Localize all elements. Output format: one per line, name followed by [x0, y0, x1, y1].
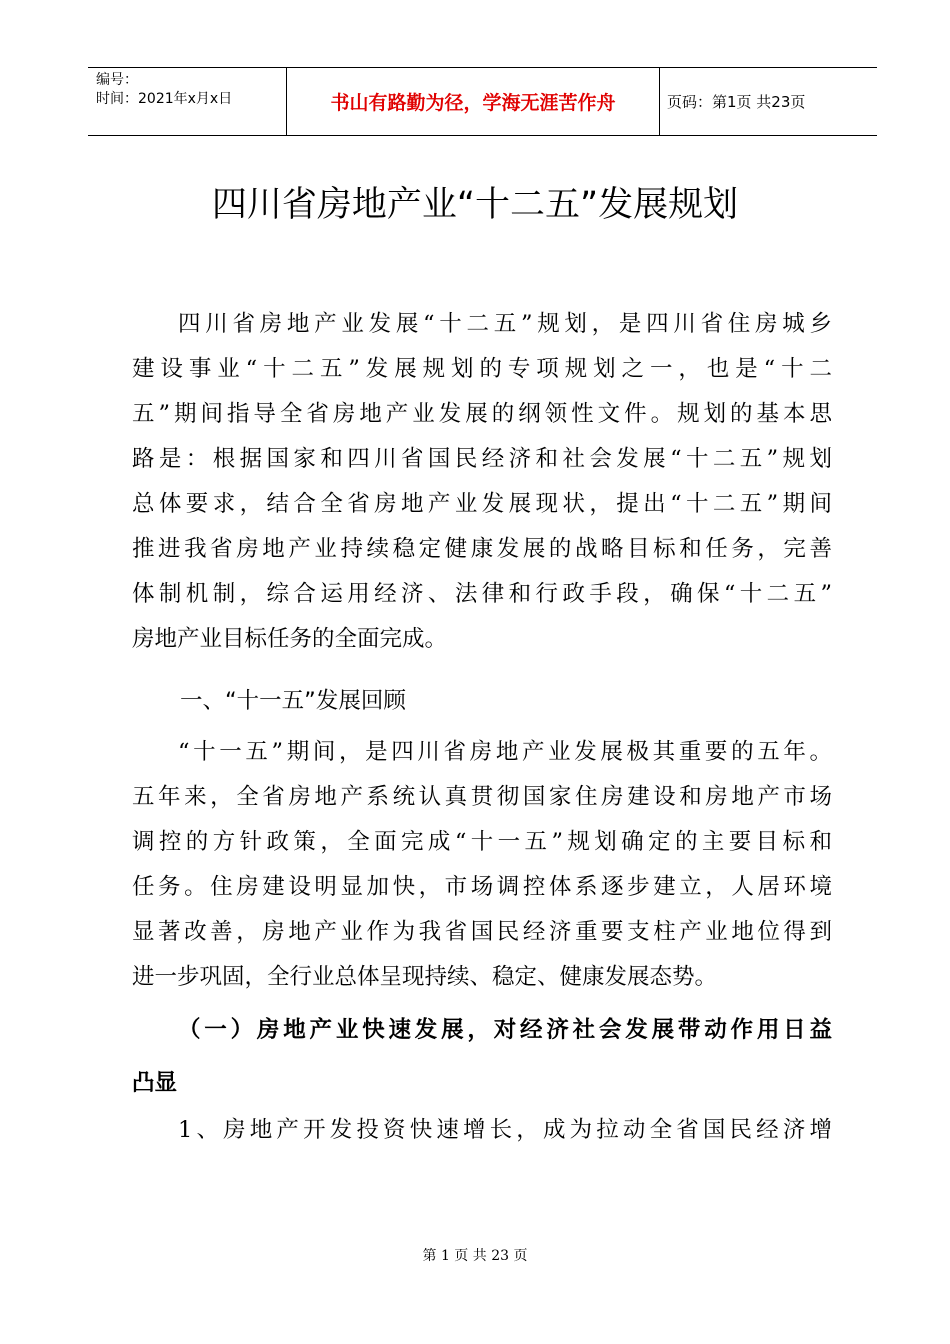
header-right-cell — [660, 68, 877, 135]
paragraph-line: 房地产业目标任务的全面完成。 — [132, 626, 448, 652]
section-heading: 一、“十一五”发展回顾 — [180, 688, 406, 714]
paragraph-line: 1、房地产开发投资快速增长，成为拉动全省国民经济增 — [178, 1117, 832, 1143]
paragraph-line: 显著改善，房地产业作为我省国民经济重要支柱产业地位得到 — [132, 919, 832, 945]
paragraph-line: 调控的方针政策，全面完成“十一五”规划确定的主要目标和 — [132, 829, 832, 855]
number-label: 编号： — [96, 72, 138, 88]
paragraph-line: 五年来，全省房地产系统认真贯彻国家住房建设和房地产市场 — [132, 784, 832, 810]
paragraph-line: 四川省房地产业发展“十二五”规划，是四川省住房城乡 — [178, 311, 832, 337]
paragraph-line: 五”期间指导全省房地产业发展的纲领性文件。规划的基本思 — [132, 401, 832, 427]
time-label: 时间：2021年x月x日 — [96, 91, 233, 107]
subsection-heading-continuation: 凸显 — [132, 1070, 178, 1096]
paragraph-line: 建设事业“十二五”发展规划的专项规划之一，也是“十二 — [132, 356, 832, 382]
paragraph-line: 推进我省房地产业持续稳定健康发展的战略目标和任务，完善 — [132, 536, 832, 562]
subsection-heading: （一）房地产业快速发展，对经济社会发展带动作用日益 — [178, 1017, 832, 1043]
paragraph-line: 路是：根据国家和四川省国民经济和社会发展“十二五”规划 — [132, 446, 832, 472]
page-footer: 第 1 页 共 23 页 — [422, 1248, 528, 1264]
header-middle-cell — [287, 68, 660, 135]
document-title: 四川省房地产业“十二五”发展规划 — [211, 185, 739, 225]
paragraph-line: 总体要求，结合全省房地产业发展现状，提出“十二五”期间 — [132, 491, 832, 517]
header-left-cell — [88, 68, 287, 135]
paragraph-line: “十一五”期间，是四川省房地产业发展极其重要的五年。 — [178, 739, 832, 765]
motto: 书山有路勤为径，学海无涯苦作舟 — [330, 92, 616, 114]
paragraph-line: 任务。住房建设明显加快，市场调控体系逐步建立，人居环境 — [132, 874, 832, 900]
document-header — [88, 67, 877, 136]
paragraph-line: 体制机制，综合运用经济、法律和行政手段，确保“十二五” — [132, 581, 832, 607]
page-info: 页码：第1页 共23页 — [667, 93, 806, 111]
paragraph-line: 进一步巩固，全行业总体呈现持续、稳定、健康发展态势。 — [132, 964, 718, 990]
